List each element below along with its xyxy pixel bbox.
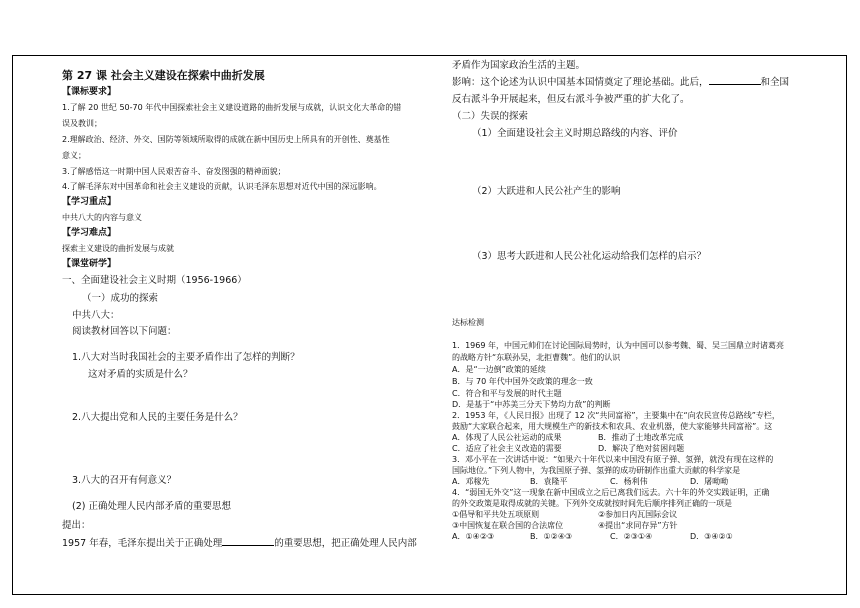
exercise-option[interactable]: B．与 70 年代中国外交政策的理念一致 [452,377,593,386]
question-2: 2.八大提出党和人民的主要任务是什么？ [72,412,243,423]
standard-line: 误及教训； [62,119,102,128]
standard-line: 意义； [62,151,86,160]
exercise-item: ②参加日内瓦国际会议 [598,510,678,519]
exercise-option[interactable]: C．符合和平与发展的时代主题 [452,389,562,398]
standard-line: 3.了解感悟这一时期中国人民艰苦奋斗、奋发图强的精神面貌； [62,167,286,176]
subsection-internal-contradictions: (2) 正确处理人民内部矛盾的重要思想 [72,501,231,512]
reading-instruction: 阅读教材回答以下问题： [72,326,177,337]
fill-blank[interactable] [709,84,761,85]
exercise-option[interactable]: D．是基于“中苏美三分天下势均力敌”的判断 [452,400,611,409]
exercise-option[interactable]: A．是“一边倒”政策的延续 [452,365,546,374]
heading-classroom-study: 【课堂研学】 [62,259,117,269]
influence-text: 影响：这个论述为认识中国基本国情奠定了理论基础。此后， 和全国 [452,77,790,88]
exercise-line: 1．1969 年，中国元帅们在讨论国际局势时，认为中国可以参考魏、蜀、吴三国鼎立时诸葛亮 [452,341,784,350]
standard-line: 1.了解 20 世纪 50-70 年代中国探索社会主义建设道路的曲折发展与成就，认识文化大革命的错 [62,103,402,112]
fill-blank[interactable] [222,545,274,546]
exercise-line: 3．邓小平在一次讲话中说：“如果六十年代以来中国没有原子弹、氢弹，就没有现在这样的 [452,455,774,464]
exercise-option[interactable]: C．②③①④ [610,532,653,541]
subsection-mistaken-exploration: （二）失误的探索 [452,111,529,122]
exercise-line: 2．1953 年，《人民日报》出现了 12 次“共同富裕”，主要集中在“向农民宣传总路线”专栏， [452,411,780,420]
question-3: 3.八大的召开有何意义？ [72,475,177,486]
standard-line: 4.了解毛泽东对中国革命和社会主义建设的贡献，认识毛泽东思想对近代中国的深远影响。 [62,182,382,191]
assessment-heading: 达标检测 [452,318,484,327]
exercise-option[interactable]: C．杨利伟 [610,477,648,486]
anti-rightist-text: 反右派斗争开展起来，但反右派斗争被严重的扩大化了。 [452,94,690,105]
heading-course-standards: 【课标要求】 [62,87,117,97]
exercise-option[interactable]: D．解决了绝对贫困问题 [598,444,685,453]
exercise-option[interactable]: D．屠呦呦 [690,477,729,486]
exercise-option[interactable]: A．体现了人民公社运动的成果 [452,433,562,442]
exercise-line: 鼓励“大家联合起来，用大规模生产的新技术和农具、农业机器，使大家能够共同富裕”。这 [452,422,773,431]
exercise-option[interactable]: B．袁隆平 [530,477,568,486]
exercise-option[interactable]: D．③④②① [690,532,733,541]
exercise-line: 的战略方针“东联孙吴，北拒曹魏”。他们的认识 [452,353,621,362]
exercise-option[interactable]: B．①②④③ [530,532,573,541]
eighth-congress-label: 中共八大： [72,310,120,321]
heading-key-points: 【学习重点】 [62,197,117,207]
exercise-option[interactable]: A．①④②③ [452,532,495,541]
exercise-item: ①倡导和平共处五项原则 [452,510,540,519]
exercise-line: 4．“弱国无外交”这一现象在新中国成立之后已离我们远去。六十年的外交实践证明，正确 [452,488,770,497]
mistake-question-3: （3）思考大跃进和人民公社化运动给我们怎样的启示？ [472,251,707,262]
mistake-question-2: （2）大跃进和人民公社产生的影响 [472,186,621,197]
question-1: 1.八大对当时我国社会的主要矛盾作出了怎样的判断？ [72,352,300,363]
lesson-title: 第 27 课 社会主义建设在探索中曲折发展 [62,69,265,82]
continued-text: 矛盾作为国家政治生活的主题。 [452,60,586,71]
mistake-question-1: （1）全面建设社会主义时期总路线的内容、评价 [472,128,678,139]
standard-line: 2.理解政治、经济、外交、国防等领域所取得的成就在新中国历史上所具有的开创性、奠基性 [62,135,390,144]
exercise-line: 国际地位。”下列人物中，为我国原子弹、氢弹的成功研制作出重大贡献的科学家是 [452,466,741,475]
heading-difficulties: 【学习难点】 [62,228,117,238]
exercise-item: ④提出“求同存异”方针 [598,521,678,530]
key-points-text: 中共八大的内容与意义 [62,213,142,222]
difficulties-text: 探索主义建设的曲折发展与成就 [62,244,174,253]
exercise-item: ③中国恢复在联合国的合法席位 [452,521,564,530]
exercise-option[interactable]: A．邓稼先 [452,477,490,486]
proposal-text: 1957 年春，毛泽东提出关于正确处理 的重要思想，把正确处理人民内部 [62,538,417,549]
section-one-heading: 一、全面建设社会主义时期（1956-1966） [62,275,247,286]
exercise-line: 的外交政策是取得成就的关键。下列外交成就按时间先后顺序排列正确的一项是 [452,499,732,508]
exercise-option[interactable]: B．推动了土地改革完成 [598,433,684,442]
proposal-label: 提出： [62,520,91,531]
subsection-successful-exploration: （一）成功的探索 [82,293,159,304]
exercise-option[interactable]: C．适应了社会主义改造的需要 [452,444,562,453]
question-1-sub: 这对矛盾的实质是什么？ [88,369,193,380]
